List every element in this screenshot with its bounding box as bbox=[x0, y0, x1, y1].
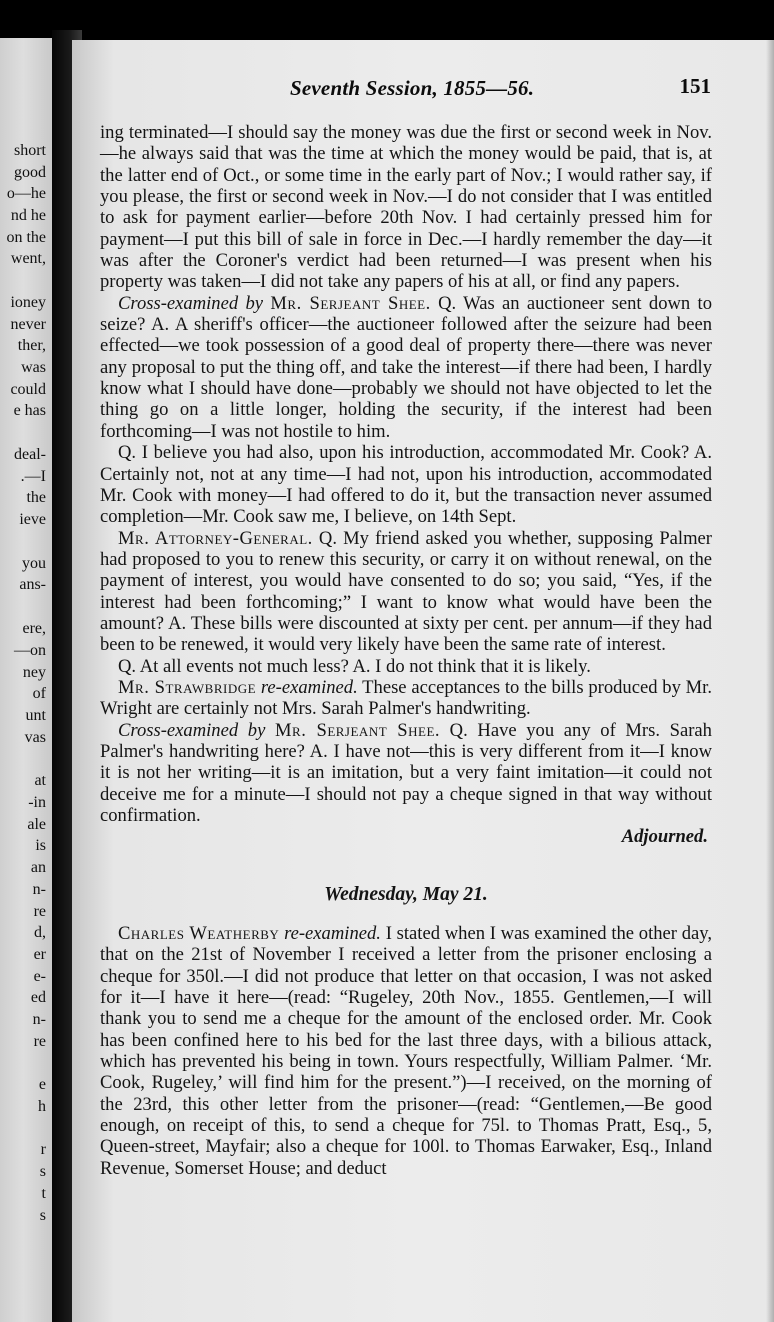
paragraph-events: Q. At all events not much less? A. I do not think that it is likely. bbox=[118, 655, 591, 677]
running-head: Seventh Session, 1855—56. bbox=[290, 76, 535, 100]
facing-page-fragment: unt bbox=[25, 707, 46, 724]
facing-page-fragment: n- bbox=[32, 1011, 46, 1028]
paragraph-cook-question: Q. I believe you had also, upon his introduction, accommodated Mr. Cook? A. Certainly not, not at any time—I had not, upon his introduction, accommodated Mr. Cook with money—I had offered to do it, but the transaction never assumed completion—Mr. Cook saw me, I believe, on 14th Sept. bbox=[100, 442, 712, 528]
facing-page-edge bbox=[0, 38, 52, 1322]
facing-page-fragment: n- bbox=[32, 881, 46, 898]
facing-page-fragment: e has bbox=[13, 402, 46, 419]
facing-page-fragment: ieve bbox=[19, 511, 46, 528]
speaker-direction: re-examined. bbox=[284, 923, 381, 945]
page-number: 151 bbox=[679, 74, 711, 98]
speaker-name: Mr. Serjeant Shee. bbox=[270, 292, 431, 314]
facing-page-fragment: r bbox=[40, 1141, 46, 1158]
paragraph-text: These acceptances to the bills produced by Mr. Wright are certainly not Mrs. Sarah Palmer's handwriting. bbox=[100, 676, 712, 720]
facing-page-fragment: ioney bbox=[10, 294, 46, 311]
facing-page-fragment: o—he bbox=[6, 185, 46, 202]
paragraph-text: I stated when I was examined the other day, that on the 21st of November I received a letter from the prisoner enclosing a cheque for 350l.—I did not produce that letter on that occasion, I was not asked for it—I have it here—(read: “Rugeley, 20th Nov., 1855. Gentlemen,—I will thank you to send me a cheque for the amount of the enclosed order. Mr. Cook has been confined here to his bed for the last three days, with a bilious attack, which has prevented his being in town. Yours respectfully, William Palmer. ‘Mr. Cook, Rugeley,’ will find him for the present.”)—I received, on the morning of the 23rd, this other letter from the prisoner—(read: “Gentlemen,—Be good enough, on receipt of this, to send a cheque for 75l. to Thomas Pratt, Esq., 5, Queen-street, Mayfair; also a cheque for 100l. to Thomas Earwaker, Esq., Inland Revenue, Somerset House; and deduct bbox=[100, 923, 713, 1179]
facing-page-fragment: s bbox=[39, 1207, 46, 1224]
page-body bbox=[100, 122, 712, 1179]
page-header bbox=[72, 72, 774, 106]
facing-page-fragment: e bbox=[38, 1076, 46, 1093]
facing-page-fragment: vas bbox=[24, 729, 46, 746]
facing-page-fragment: ther, bbox=[17, 337, 46, 354]
facing-page-fragment: went, bbox=[10, 250, 46, 267]
facing-page-fragment: could bbox=[10, 381, 46, 398]
paragraph-attorney-general bbox=[100, 528, 712, 656]
facing-page-fragment: -in bbox=[28, 794, 46, 811]
facing-page-fragment: deal- bbox=[14, 446, 46, 463]
paragraph-weatherby bbox=[100, 923, 712, 1179]
facing-page-fragment: nd he bbox=[10, 207, 46, 224]
facing-page-fragment: ere, bbox=[22, 620, 46, 637]
speaker-name: Mr. Serjeant Shee. bbox=[274, 719, 441, 741]
facing-page-fragment: h bbox=[38, 1098, 46, 1115]
facing-page-fragment: is bbox=[35, 837, 46, 854]
book-page bbox=[72, 40, 774, 1322]
facing-page-fragment: never bbox=[10, 316, 46, 333]
speaker-direction: Cross-examined by bbox=[118, 719, 266, 741]
facing-page-fragment: at bbox=[34, 772, 46, 789]
facing-page-fragment: e- bbox=[33, 968, 46, 985]
facing-page-fragment: was bbox=[21, 359, 46, 376]
facing-page-fragment: s bbox=[39, 1163, 46, 1180]
facing-page-fragment: you bbox=[22, 555, 46, 572]
speaker-name: Mr. Attorney-General. bbox=[118, 527, 313, 549]
facing-page-fragment: re bbox=[33, 903, 46, 920]
facing-page-fragment: of bbox=[32, 685, 46, 702]
facing-page-fragment: short bbox=[14, 142, 46, 159]
paragraph-text: Q. My friend asked you whether, supposing Palmer had proposed to you to renew this security, or carry it on without renewal, on the payment of interest, you would have consented to do so; you said, “Yes, if the interest had been forthcoming;” I want to know what would have been the amount? A. These bills were discounted at sixty per cent. per annum—if they had been to be renewed, it would very likely have been the same rate of interest. bbox=[100, 527, 712, 656]
facing-page-fragment: —on bbox=[14, 642, 46, 659]
facing-page-fragment: good bbox=[14, 164, 46, 181]
speaker-name: Charles Weatherby bbox=[118, 923, 280, 945]
speaker-direction: Cross-examined by bbox=[118, 292, 264, 314]
facing-page-fragment: the bbox=[26, 489, 46, 506]
facing-page-fragment: .—I bbox=[20, 468, 46, 485]
date-heading: Wednesday, May 21. bbox=[324, 883, 488, 905]
speaker-direction: re-examined. bbox=[260, 676, 358, 698]
facing-page-fragment: ale bbox=[27, 816, 46, 833]
paragraph-continuation: ing terminated—I should say the money was due the first or second week in Nov.—he always said that was the time at which the money would be paid, that is, at the latter end of Oct., or some time in the early part of Nov.; I would rather say, if you please, the first or second week in Nov.—I do not consider that I was entitled to ask for payment earlier—before 20th Nov. I had certainly pressed him for payment—I put this bill of sale in force in Dec.—I hardly remember the day—it was after the Coroner's verdict had been returned—I was present when his property was taken—I did not take any papers of his at all, or find any papers. bbox=[100, 122, 712, 293]
paragraph-text: Q. Have you any of Mrs. Sarah Palmer's handwriting here? A. I have not—this is very different from it—I know it is not her writing—it is an imitation, but a very faint imitation—it could not deceive me for a minute—I should not pay a cheque signed in that way without confirmation. bbox=[100, 719, 712, 826]
facing-page-fragment: t bbox=[41, 1185, 46, 1202]
facing-page-fragment: er bbox=[33, 946, 46, 963]
facing-page-fragment: ed bbox=[30, 989, 46, 1006]
paragraph-text: Q. Was an auctioneer sent down to seize? A. A sheriff's officer—the auctioneer followed after the seizure had been effected—we took possession of a good deal of property there—there was never any proposal to put the thing off, and take the interest—if there had been, I hardly know what I should have done—probably we should not have objected to let the thing go on a little longer, holding the security, if the interest had been forthcoming—I was not hostile to him. bbox=[100, 292, 712, 442]
page-edge-shadow bbox=[766, 40, 774, 1322]
facing-page-fragment: d, bbox=[34, 924, 46, 941]
facing-page-fragment: ans- bbox=[19, 576, 46, 593]
paragraph-cross-examination-shee bbox=[100, 293, 712, 442]
paragraph-strawbridge bbox=[100, 677, 712, 720]
speaker-name: Mr. Strawbridge bbox=[118, 676, 257, 698]
facing-page-fragment: on the bbox=[6, 229, 46, 246]
paragraph-cross-examination-palmer-handwriting bbox=[100, 720, 712, 827]
adjourned-note: Adjourned. bbox=[621, 826, 708, 848]
facing-page-fragment: an bbox=[30, 859, 46, 876]
facing-page-fragment: ney bbox=[22, 664, 46, 681]
facing-page-fragment: re bbox=[33, 1033, 46, 1050]
